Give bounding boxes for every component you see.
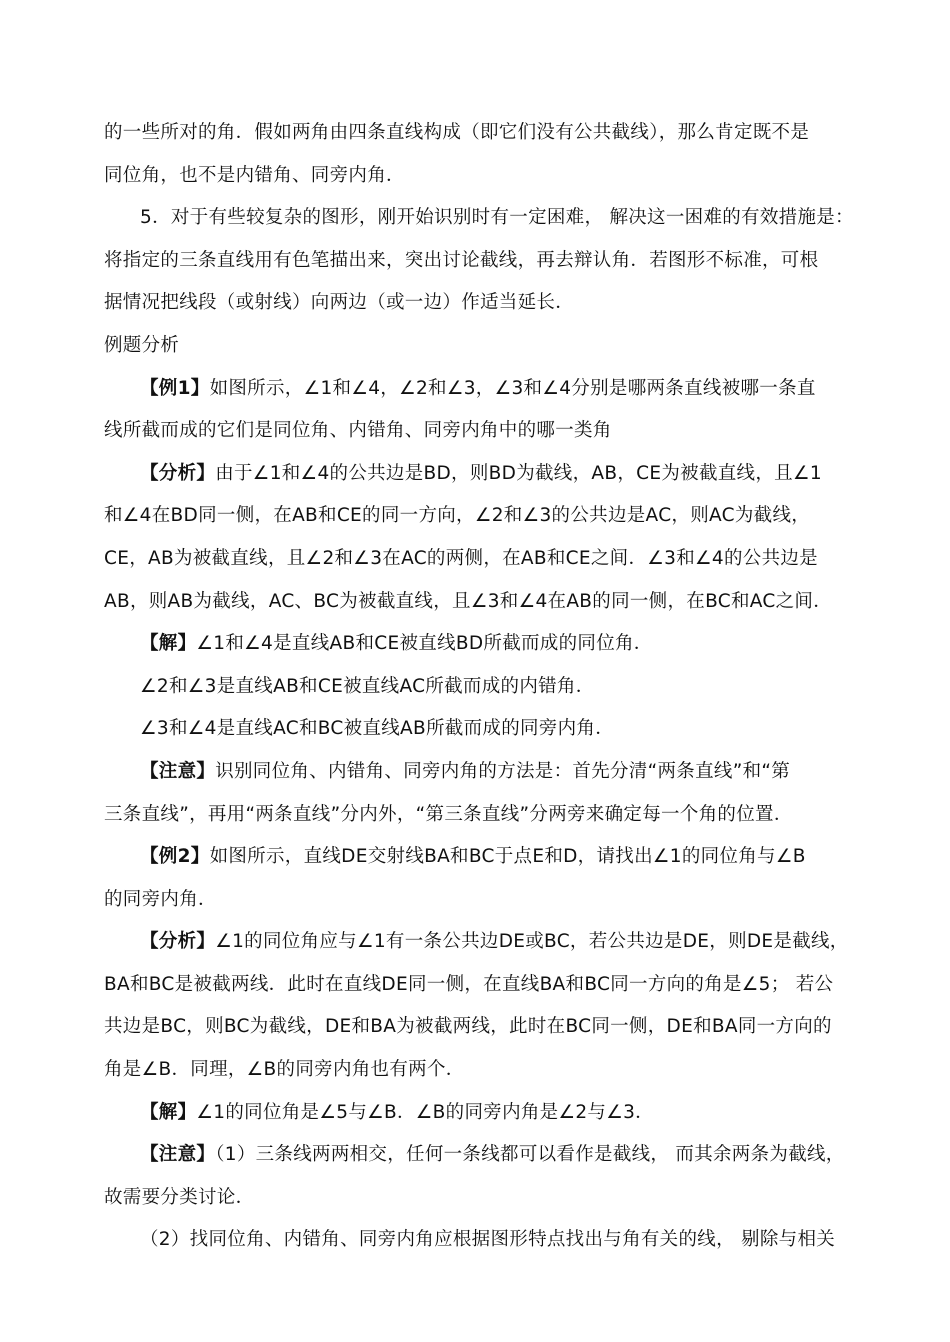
text-line: 同位角，也不是内错角、同旁内角． [104, 164, 405, 186]
text-line: 和∠4在BD同一侧，在AB和CE的同一方向，∠2和∠3的公共边是AC，则AC为截线， [104, 505, 811, 527]
example-2-solution: 【解】∠1的同位角是∠5与∠B．∠B的同旁内角是∠2与∠3． [140, 1101, 654, 1123]
example-2-note: 【注意】（1）三条线两两相交，任何一条线都可以看作是截线， 而其余两条为截线， [140, 1144, 845, 1166]
document-page [104, 112, 854, 1262]
section-heading: 例题分析 [104, 334, 180, 356]
note-item-2: （2）找同位角、内错角、同旁内角应根据图形特点找出与角有关的线， 剔除与相关 [140, 1229, 836, 1251]
analysis-tag: 【分析】 [140, 931, 216, 953]
note-tag: 【注意】 [140, 1144, 216, 1166]
example-1-solution: 【解】∠1和∠4是直线AB和CE被直线BD所截而成的同位角． [140, 633, 653, 655]
example-tag: 【例2】 [140, 846, 210, 868]
example-tag: 【例1】 [140, 377, 210, 399]
example-2-analysis: 【分析】∠1的同位角应与∠1有一条公共边DE或BC，若公共边是DE，则DE是截线， [140, 931, 849, 953]
text-line: 将指定的三条直线用有色笔描出来，突出讨论截线，再去辩认角．若图形不标准，可根 [104, 249, 819, 271]
solution-tag: 【解】 [140, 1101, 197, 1123]
text-line: 线所截而成的它们是同位角、内错角、同旁内角中的哪一类角 [104, 420, 612, 442]
text-line: 据情况把线段（或射线）向两边（或一边）作适当延长． [104, 292, 575, 314]
example-2-question: 【例2】如图所示，直线DE交射线BA和BC于点E和D，请找出∠1的同位角与∠B [140, 846, 806, 868]
text-line: 的一些所对的角．假如两角由四条直线构成（即它们没有公共截线），那么肯定既不是 [104, 122, 810, 143]
text-line: ∠2和∠3是直线AB和CE被直线AC所截而成的内错角． [140, 675, 595, 697]
text-line: 的同旁内角． [104, 888, 217, 910]
text-line: BA和BC是被截两线．此时在直线DE同一侧，在直线BA和BC同一方向的角是∠5； 若公 [104, 973, 834, 995]
example-1-question: 【例1】如图所示，∠1和∠4，∠2和∠3，∠3和∠4分别是哪两条直线被哪一条直 [140, 377, 816, 399]
paragraph-item-5: 5．对于有些较复杂的图形，刚开始识别时有一定困难， 解决这一困难的有效措施是： [140, 207, 854, 229]
text-line: 共边是BC，则BC为截线，DE和BA为被截两线，此时在BC同一侧，DE和BA同一方向的 [104, 1016, 832, 1038]
solution-tag: 【解】 [140, 633, 197, 655]
example-1-analysis: 【分析】由于∠1和∠4的公共边是BD，则BD为截线，AB，CE为被截直线，且∠1 [140, 462, 822, 484]
text-line: AB，则AB为截线，AC、BC为被截直线，且∠3和∠4在AB的同一侧，在BC和AC之间． [104, 590, 833, 612]
note-tag: 【注意】 [140, 760, 216, 782]
text-line: 三条直线”，再用“两条直线”分内外，“第三条直线”分两旁来确定每一个角的位置． [104, 803, 793, 825]
text-line: 故需要分类讨论． [104, 1186, 255, 1208]
text-line: CE，AB为被截直线，且∠2和∠3在AC的两侧，在AB和CE之间．∠3和∠4的公共边是 [104, 547, 818, 569]
example-1-note: 【注意】识别同位角、内错角、同旁内角的方法是：首先分清“两条直线”和“第 [140, 760, 791, 782]
analysis-tag: 【分析】 [140, 462, 216, 484]
text-line: ∠3和∠4是直线AC和BC被直线AB所截而成的同旁内角． [140, 718, 614, 740]
text-line: 角是∠B．同理，∠B的同旁内角也有两个． [104, 1059, 465, 1081]
